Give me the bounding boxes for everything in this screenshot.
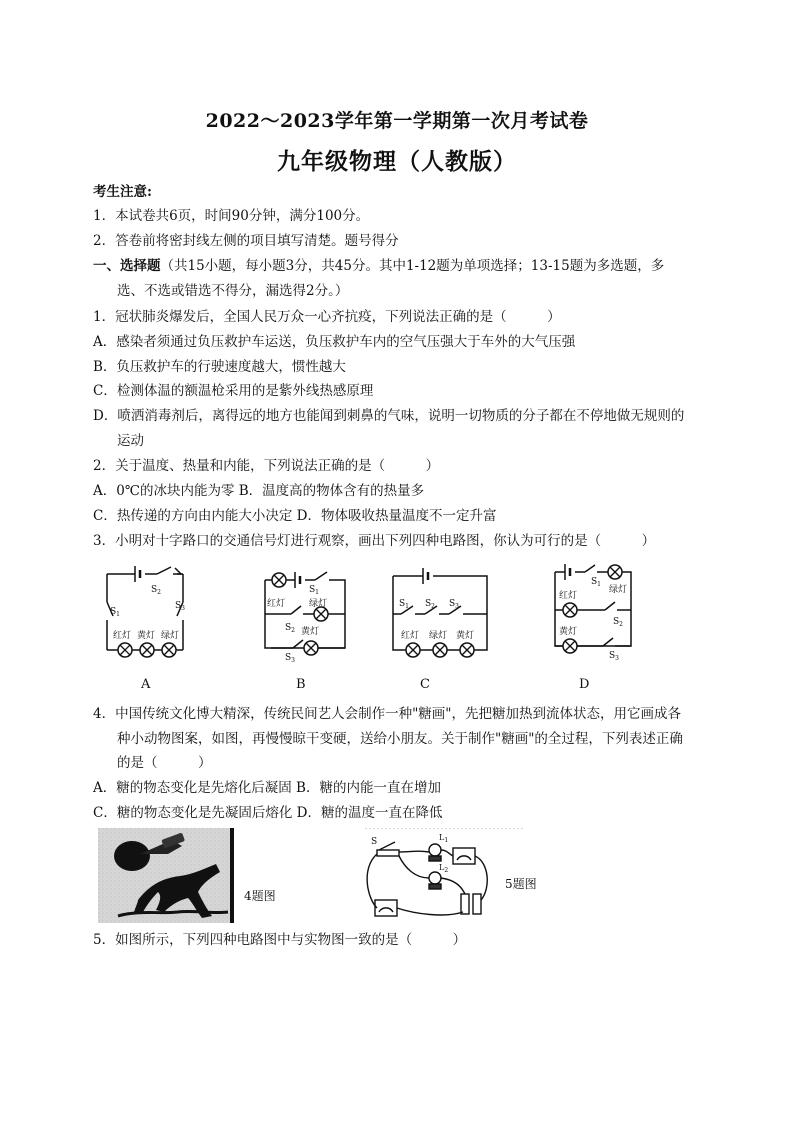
label-green-lamp: 绿灯: [609, 585, 628, 595]
circuit-label-b: B: [296, 677, 306, 692]
q1-option-c: C．检测体温的额温枪采用的是紫外线热感原理: [93, 383, 374, 399]
q1-stem: 1．冠状肺炎爆发后，全国人民万众一心齐抗疫，下列说法正确的是（ ）: [93, 309, 561, 325]
figure-5-lamp-2-label: $L_2$: [439, 863, 449, 874]
label-s2: $S_2$: [613, 617, 623, 628]
label-green-lamp: 绿灯: [161, 631, 180, 641]
circuit-b: [265, 572, 345, 655]
figure-5-lamp-1-label: $L_1$: [439, 833, 449, 844]
figure-4-caption: 4题图: [244, 889, 276, 903]
q4-stem-cont-1: 种小动物图案，如图，再慢慢晾干变硬，送给小朋友。关于制作"糖画"的全过程，下列表述正确: [117, 731, 683, 747]
lamp-icon: [140, 643, 154, 657]
q3-circuits-svg: [95, 562, 705, 702]
q1-option-d: D．喷洒消毒剂后，离得远的地方也能闻到刺鼻的气味，说明一切物质的分子都在不停地做无规则的: [93, 408, 685, 424]
lamp-icon: [608, 565, 622, 579]
figure-4: [98, 828, 298, 923]
label-s3: $S_3$: [285, 653, 295, 664]
section-1-desc-cont: 选、不选或错选不得分，漏选得2分。）: [117, 283, 349, 299]
notice-item-1: 1．本试卷共6页，时间90分钟，满分100分。: [93, 208, 370, 224]
circuit-c: [393, 568, 487, 657]
label-s1: $S_1$: [110, 607, 120, 618]
label-s3: $S_3$: [609, 651, 619, 662]
label-yellow-lamp: 黄灯: [559, 627, 578, 637]
q2-options-ab: A．0℃的冰块内能为零 B．温度高的物体含有的热量多: [93, 483, 425, 499]
q4-stem-cont-2: 的是（ ）: [117, 755, 212, 771]
section-1-header: [93, 254, 664, 278]
q1-option-d-cont: 运动: [117, 433, 144, 449]
exam-title: 2022～2023学年第一学期第一次月考试卷: [205, 110, 589, 132]
label-s3: $S_3$: [175, 601, 185, 612]
q2-options-cd: C．热传递的方向由内能大小决定 D．物体吸收热量温度不一定升富: [93, 508, 497, 524]
figure-5: [365, 828, 565, 928]
q3-stem: 3．小明对十字路口的交通信号灯进行观察，画出下列四种电路图，你认为可行的是（ ）: [93, 533, 656, 549]
lamp-icon: [563, 603, 577, 617]
notice-item-2: 2．答卷前将密封线左侧的项目填写清楚。题号得分: [93, 233, 399, 249]
q2-stem: 2．关于温度、热量和内能，下列说法正确的是（ ）: [93, 458, 440, 474]
figure-5-switch-label: S: [371, 837, 378, 847]
q4-stem: 4．中国传统文化博大精深，传统民间艺人会制作一种"糖画"，先把糖加热到流体状态，用它画成各: [93, 706, 682, 722]
lamp-icon: [433, 643, 447, 657]
sugar-painting-image: [98, 828, 298, 923]
lamp-icon: [314, 607, 328, 621]
label-green-lamp: 绿灯: [309, 599, 328, 609]
lamp-icon: [118, 643, 132, 657]
q4-options-ab: A．糖的物态变化是先熔化后凝固 B．糖的内能一直在增加: [93, 780, 441, 796]
circuit-label-a: A: [141, 677, 151, 692]
physical-circuit-image: [365, 828, 565, 928]
label-s1: $S_1$: [399, 599, 409, 610]
circuit-label-c: C: [420, 677, 430, 692]
label-s3: $S_3$: [449, 599, 459, 610]
circuit-label-d: D: [579, 677, 590, 692]
lamp-icon: [304, 641, 318, 655]
figure-5-caption: 5题图: [505, 877, 537, 891]
label-red-lamp: 红灯: [401, 631, 420, 641]
label-s2: $S_2$: [425, 599, 435, 610]
exam-subtitle: 九年级物理（人教版）: [277, 148, 517, 175]
label-yellow-lamp: 黄灯: [137, 631, 156, 641]
notice-heading: 考生注意:: [93, 184, 152, 200]
section-1-desc: （共15小题，每小题3分，共45分。其中1-12题为单项选择；13-15题为多选题，多: [160, 258, 665, 274]
label-green-lamp: 绿灯: [429, 631, 448, 641]
q4-options-cd: C．糖的物态变化是先凝固后熔化 D．糖的温度一直在降低: [93, 805, 443, 821]
q5-stem: 5．如图所示，下列四种电路图中与实物图一致的是（ ）: [93, 932, 467, 948]
label-s1: $S_1$: [309, 585, 319, 596]
q1-option-a: A．感染者须通过负压救护车运送，负压救护车内的空气压强大于车外的大气压强: [93, 334, 576, 350]
lamp-icon: [563, 639, 577, 653]
label-red-lamp: 红灯: [113, 631, 132, 641]
q1-option-b: B．负压救护车的行驶速度越大，惯性越大: [93, 359, 346, 375]
label-s2: $S_2$: [285, 623, 295, 634]
label-yellow-lamp: 黄灯: [301, 627, 320, 637]
q3-circuit-figures: [95, 562, 705, 702]
section-1-label: 一、选择题: [93, 258, 161, 274]
lamp-icon: [406, 643, 420, 657]
lamp-icon: [460, 643, 474, 657]
label-yellow-lamp: 黄灯: [456, 631, 475, 641]
label-red-lamp: 红灯: [559, 591, 578, 601]
lamp-icon: [162, 643, 176, 657]
label-s2: $S_2$: [151, 585, 161, 596]
lamp-icon: [272, 573, 286, 587]
label-red-lamp: 红灯: [267, 599, 286, 609]
label-s1: $S_1$: [591, 577, 601, 588]
